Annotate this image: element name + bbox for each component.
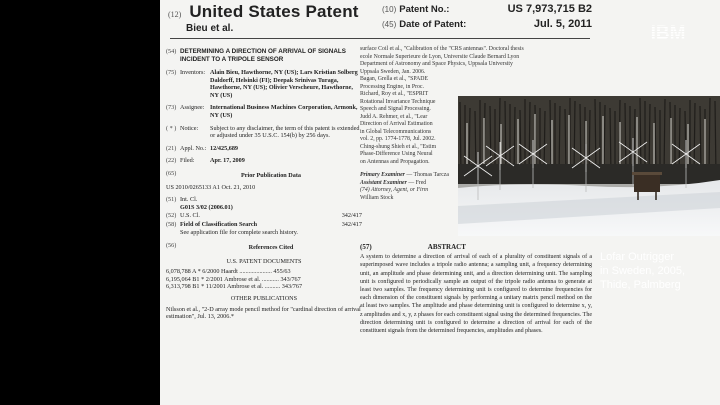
field-label: Assignee: [180,104,205,112]
field-52 [166,212,362,220]
caption-line: Thide, Palmberg [600,279,681,291]
field-code: (57) [360,243,372,251]
asst-examiner-label: Assistant Examiner [360,179,407,186]
reference-entry: 6,313,798 B1 * 11/2001 Ambrose et al. .......... 343/767 [166,283,303,291]
field-code: (10) [382,5,397,14]
reference-line: Bagan, Grella et al., "SPADE [360,76,428,82]
field-code: (51) [166,196,177,204]
field-73 [166,104,362,119]
abstract [360,243,592,335]
field-code: (58) [166,220,177,228]
field-label: Filed: [180,157,195,165]
field-code: (65) [166,169,177,177]
field-label: Inventors: [180,69,206,76]
field-code: (75) [166,69,177,76]
section-heading: OTHER PUBLICATIONS [230,295,298,303]
reference-line: vol. 2, pp. 1774-1778, Jul. 2002. [360,136,436,142]
reference-line: in Global Telecommunications [360,128,432,135]
section-heading: Prior Publication Data [240,171,302,179]
reference-line: ecole Normale Superieure de Lyon, Universite Claude Bernard Lyon [360,53,520,60]
field-code: (45) [382,20,397,29]
reference-line: Direction of Arrival Estimation [360,121,433,127]
inventors: Alain Bieu, Hawthorne, NY (US); Lars Kristian Solberg Daldorff, Helsinki (FI); Deepak Srinivas Turaga, Hawthorne, NY (US); Olivier Verscheure, Hawthorne, NY (US) [210,69,358,99]
us-class: 342/417 [341,212,362,220]
field-22 [166,157,362,165]
field-code: ( * ) [166,124,177,132]
abstract-text: A system to determine a direction of arrival of each of a plurality of constituent signals of a superimposed wave includes a tripole radio antenna; a sampling unit, a frequency determining unit, an amplitude and phase determining unit, and a direction determining unit. The sampling unit is configured to periodically sample an output of the tripole radio antenna to generate at least two samples. The frequency determining unit is configured to determine frequencies for each dimension of the constituent signals by performing a unitary matrix pencil method on the at least two samples. The amplitude and phase determining unit is configured to determine x, y, z amplitudes and x, y, z phases for each constituent signal using the determined frequencies. The direction determining unit is configured to determine a direction of arrival for each of the constituent signals from the determined frequencies, amplitudes and phases. [360,254,592,335]
reference-entry: 6,078,788 A * 6/2000 Haardt ..................... 455/63 [166,268,291,276]
search-history: See application file for complete search history. [180,228,298,236]
reference-line: Uppsala Sweden, Jan. 2006. [360,68,426,75]
field-51 [166,196,362,211]
appl-number: 12/425,689 [210,144,239,152]
reference-line: Ching-shung Shieh et al., "Estim [360,143,437,150]
section-heading: U.S. PATENT DOCUMENTS [226,257,302,265]
reference-line: Department of Astronomy and Space Physics, Uppsala University [360,61,513,67]
patent-header-left [168,2,359,34]
field-75 [166,69,362,99]
field-58 [166,221,362,236]
reference-line: Richard, Roy et al., "ESPRIT [360,91,429,97]
assignee: International Business Machines Corporation, Armonk, NY (US) [210,104,358,119]
field-label: Field of Classification Search [180,220,258,228]
section-heading: References Cited [248,244,294,252]
inventor-short: Bieu et al. [186,23,234,34]
patent-date-label: Date of Patent: [399,19,467,30]
reference-line: Rotational Invariance Technique [360,98,436,105]
field-code: (54) [166,48,177,55]
caption-line: in Sweden, 2005, [600,265,686,277]
field-code: (12) [168,10,182,19]
field-code: (56) [166,242,177,250]
reference-list [166,268,362,291]
bibliographic-column [166,48,362,321]
prior-publication: US 2010/0265133 A1 Oct. 21, 2010 [166,183,256,191]
examiner: Thomas Tarcza [413,172,449,178]
field-code: (73) [166,104,177,112]
patent-title: United States Patent [189,2,359,21]
reference-line: on Antennas and Propagation. [360,158,430,165]
patent-header-right [382,3,592,33]
patent-number: US 7,973,715 B2 [507,3,592,15]
invention-title: DETERMINING A DIRECTION OF ARRIVAL OF SIGNALS INCIDENT TO A TRIPOLE SENSOR [180,48,346,63]
field-label: U.S. Cl. [180,212,200,220]
field-21 [166,145,362,153]
reference-line: Phase-Difference Using Neural [360,151,433,157]
attorney: William Stock [360,194,394,201]
field-code: (21) [166,144,177,152]
search-class: 342/417 [341,220,362,228]
notice-text: Subject to any disclaimer, the term of this patent is extended or adjusted under 35 U.S.C. 154(b) by 256 days. [210,124,360,140]
patent-no-label: Patent No.: [399,4,450,15]
asst-examiner: Fred [415,179,427,186]
field-label: Appl. No.: [180,144,207,152]
lofar-photo [458,96,720,236]
reference-line: Judd A. Rehmer, et al., "Lear [360,113,428,120]
reference-line: Processing Engine, in Proc. [360,83,424,90]
field-54 [166,48,362,64]
field-label: Notice: [180,124,199,132]
field-56 [166,242,362,255]
int-class: G01S 3/02 (2006.01) [180,203,233,211]
references-continued: surface Coil et al., "Calibration of the "CRS antennas". Doctoral thesis ecole Normale Superieure de Lyon, Universite Claude Bernard Lyon Department of Astronomy and Space Physics, Uppsala University Uppsala Sweden, Jan. 2006. Bagan, Grella et al., "SPADE Processing Engine, in Proc. Richard, Roy et al., "ESPRIT Rotational Invariance Technique Speech and Signal Processing. Judd A. Rehmer, et al., "Lear Direction of Arrival Estimation in Global Telecommunications vol. 2, pp. 1774-1778, Jul. 2002. Ching-shung Shieh et al., "Estim Phase-Difference Using Neural on Antennas and Propagation. Primary Examiner — Thomas Tarcza Assistant Examiner — Fred (74) Attorney, Agent, or Firm William Stock [360,46,524,201]
reference-entry: 6,195,064 B1 * 2/2001 Ambrose et al. ........... 343/767 [166,275,301,283]
ibm-logo-text: IBM [650,23,686,42]
patent-date: Jul. 5, 2011 [533,18,592,30]
other-publication: Nilsson et al., "2-D array mode pencil method for "cardinal direction of arrival estimation", Jul. 13, 2006.* [166,305,361,321]
filed-date: Apr. 17, 2009 [210,157,245,165]
field-label: Int. Cl. [180,196,198,204]
field-65 [166,170,362,183]
photo-caption [600,250,685,292]
reference-line: surface Coil et al., "Calibration of the "CRS antennas". Doctoral thesis [360,46,524,52]
abstract-heading: ABSTRACT [427,243,466,251]
field-code: (22) [166,157,177,165]
field-code: (52) [166,212,177,220]
ibm-logo [638,22,698,42]
caption-line: Lofar Outrigger [600,251,674,263]
field-notice [166,125,362,140]
reference-line: Speech and Signal Processing. [360,106,431,112]
attorney-label: (74) Attorney, Agent, or Firm [360,187,429,193]
divider [170,38,590,39]
examiner-label: Primary Examiner [360,172,405,178]
